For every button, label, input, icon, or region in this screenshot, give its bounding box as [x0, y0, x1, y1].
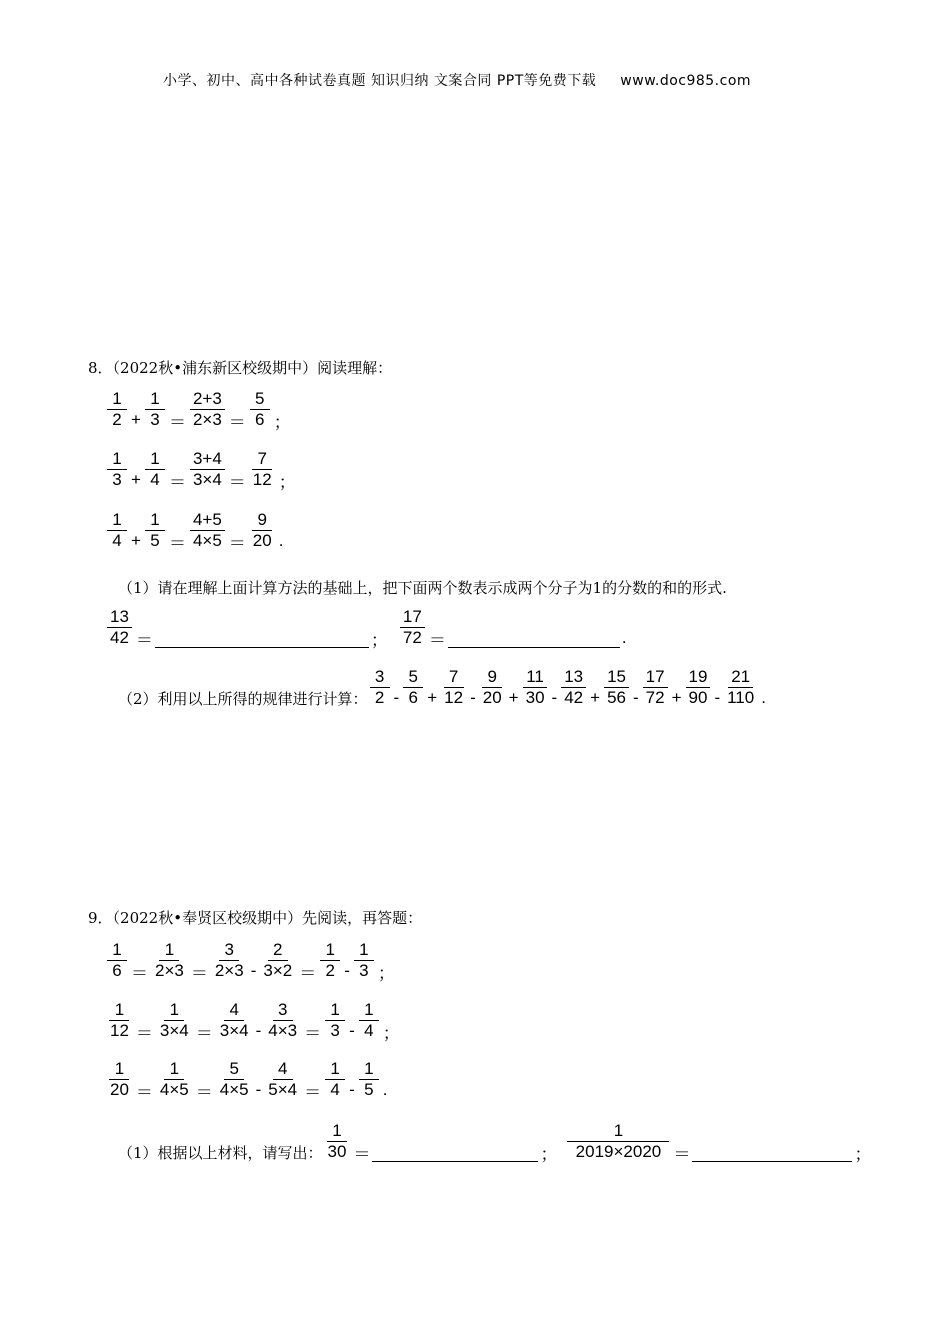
- answer-blank-3[interactable]: [372, 1143, 538, 1162]
- fraction: $\frac{4}{3\times 4}$: [219, 1000, 249, 1040]
- fraction: $\frac{1}{3}$: [107, 449, 127, 489]
- answer-blank-2[interactable]: [448, 629, 620, 648]
- q8-part1-prompt: （1）请在理解上面计算方法的基础上，把下面两个数表示成两个分子为1的分数的和的形式.: [118, 579, 727, 597]
- fraction: $\frac{1}{3}$: [354, 940, 374, 980]
- q9-example-3: $\frac{1}{20}$ ＝ $\frac{1}{4\times 5}$ ＝ $\frac{5}{4\times 5}$ - $\frac{4}{5\times 4}$ ＝ $\frac{1}{4}$ - $\frac{1}{5}$ .: [105, 1059, 388, 1099]
- q9-title: 9．（2022秋•奉贤区校级期中）先阅读，再答题：: [88, 909, 423, 927]
- fraction: $\frac{1}{5}$: [359, 1059, 379, 1099]
- fraction: $\frac{1}{4\times 5}$: [159, 1059, 189, 1099]
- series-fraction: $\frac{15}{56}$: [604, 667, 629, 707]
- fraction-17-72: $\frac{17}{72}$: [400, 607, 425, 647]
- fraction-1-2019x2020: $\frac{1}{2019\times 2020}$: [567, 1121, 669, 1161]
- fraction: $\frac{1}{4}$: [325, 1059, 345, 1099]
- fraction: $\frac{1}{12}$: [110, 1000, 129, 1040]
- fraction: $\frac{4+5}{4\times 5}$: [190, 510, 225, 550]
- q8-part1-answers: $\frac{13}{42}$ ＝ ； $\frac{17}{72}$ ＝ .: [105, 607, 627, 647]
- q9-example-1: $\frac{1}{6}$ ＝ $\frac{1}{2\times 3}$ ＝ $\frac{3}{2\times 3}$ - $\frac{2}{3\times 2}$ ＝ $\frac{1}{2}$ - $\frac{1}{3}$ ；: [105, 940, 395, 980]
- fraction-13-42: $\frac{13}{42}$: [107, 607, 132, 647]
- series-fraction: $\frac{7}{12}$: [444, 667, 464, 707]
- fraction: $\frac{1}{20}$: [110, 1059, 129, 1099]
- q9-part1: （1）根据以上材料，请写出： $\frac{1}{30}$ ＝ ； $\frac{1}{2019\times 2020}$ ＝ ；: [118, 1121, 872, 1164]
- fraction: $\frac{1}{3}$: [325, 1000, 345, 1040]
- q8-part2-prompt: （2）利用以上所得的规律进行计算：: [118, 689, 368, 708]
- fraction: $\frac{2}{3\times 2}$: [263, 940, 293, 980]
- header-text: 小学、初中、高中各种试卷真题 知识归纳 文案合同 PPT等免费下载: [163, 73, 597, 89]
- series-fraction: $\frac{9}{20}$: [482, 667, 502, 707]
- q8-example-2: $\frac{1}{3}$ + $\frac{1}{4}$ ＝ $\frac{3+4}{3\times 4}$ ＝ $\frac{7}{12}$ ；: [105, 449, 296, 489]
- fraction: $\frac{5}{6}$: [250, 389, 270, 429]
- fraction: $\frac{9}{20}$: [252, 510, 272, 550]
- series-fraction: $\frac{19}{90}$: [686, 667, 711, 707]
- series-fraction: $\frac{3}{2}$: [370, 667, 390, 707]
- fraction: $\frac{1}{4}$: [359, 1000, 379, 1040]
- answer-blank-4[interactable]: [692, 1143, 852, 1162]
- fraction: $\frac{1}{6}$: [107, 940, 127, 980]
- q8-example-1: $\frac{1}{2}$ + $\frac{1}{3}$ ＝ $\frac{2+3}{2\times 3}$ ＝ $\frac{5}{6}$ ；: [105, 389, 291, 429]
- fraction: $\frac{3}{4\times 3}$: [268, 1000, 298, 1040]
- fraction: $\frac{1}{4}$: [145, 449, 165, 489]
- fraction: $\frac{1}{2}$: [320, 940, 340, 980]
- fraction: $\frac{4}{5\times 4}$: [268, 1059, 298, 1099]
- series-fraction: $\frac{11}{30}$: [523, 667, 548, 707]
- page-header: [163, 70, 751, 90]
- q8-part2: （2）利用以上所得的规律进行计算： $\frac{3}{2}$ - $\frac{5}{6}$ + $\frac{7}{12}$ - $\frac{9}{20}$ + $\frac{11}{30}$ - $\frac{13}{42}$ + $\frac{15}{56}$ - $\frac{17}{72}$ + $\frac{19}{90}$ - $\frac{21}{110}$ .: [118, 667, 766, 708]
- q8-title: 8．（2022秋•浦东新区校级期中）阅读理解：: [88, 359, 393, 377]
- q9-example-2: $\frac{1}{12}$ ＝ $\frac{1}{3\times 4}$ ＝ $\frac{4}{3\times 4}$ - $\frac{3}{4\times 3}$ ＝ $\frac{1}{3}$ - $\frac{1}{4}$ ；: [105, 1000, 400, 1040]
- fraction-1-30: $\frac{1}{30}$: [327, 1121, 347, 1161]
- fraction: $\frac{1}{4}$: [107, 510, 127, 550]
- fraction: $\frac{5}{4\times 5}$: [219, 1059, 249, 1099]
- fraction: $\frac{2+3}{2\times 3}$: [190, 389, 225, 429]
- fraction: $\frac{1}{2}$: [107, 389, 127, 429]
- fraction: $\frac{3}{2\times 3}$: [214, 940, 244, 980]
- q8-example-3: $\frac{1}{4}$ + $\frac{1}{5}$ ＝ $\frac{4+5}{4\times 5}$ ＝ $\frac{9}{20}$ .: [105, 510, 283, 550]
- header-site-link[interactable]: www.doc985.com: [620, 73, 752, 89]
- fraction: $\frac{1}{3\times 4}$: [159, 1000, 189, 1040]
- series-fraction: $\frac{13}{42}$: [561, 667, 586, 707]
- fraction: $\frac{1}{5}$: [145, 510, 165, 550]
- fraction: $\frac{1}{2\times 3}$: [155, 940, 184, 980]
- q9-part1-prompt: （1）根据以上材料，请写出：: [118, 1143, 323, 1162]
- series-fraction: $\frac{21}{110}$: [727, 667, 755, 707]
- fraction: $\frac{7}{12}$: [252, 449, 272, 489]
- answer-blank-1[interactable]: [155, 629, 369, 648]
- fraction: $\frac{1}{3}$: [145, 389, 165, 429]
- series-fraction: $\frac{5}{6}$: [403, 667, 423, 707]
- fraction: $\frac{3+4}{3\times 4}$: [190, 449, 225, 489]
- series-fraction: $\frac{17}{72}$: [643, 667, 668, 707]
